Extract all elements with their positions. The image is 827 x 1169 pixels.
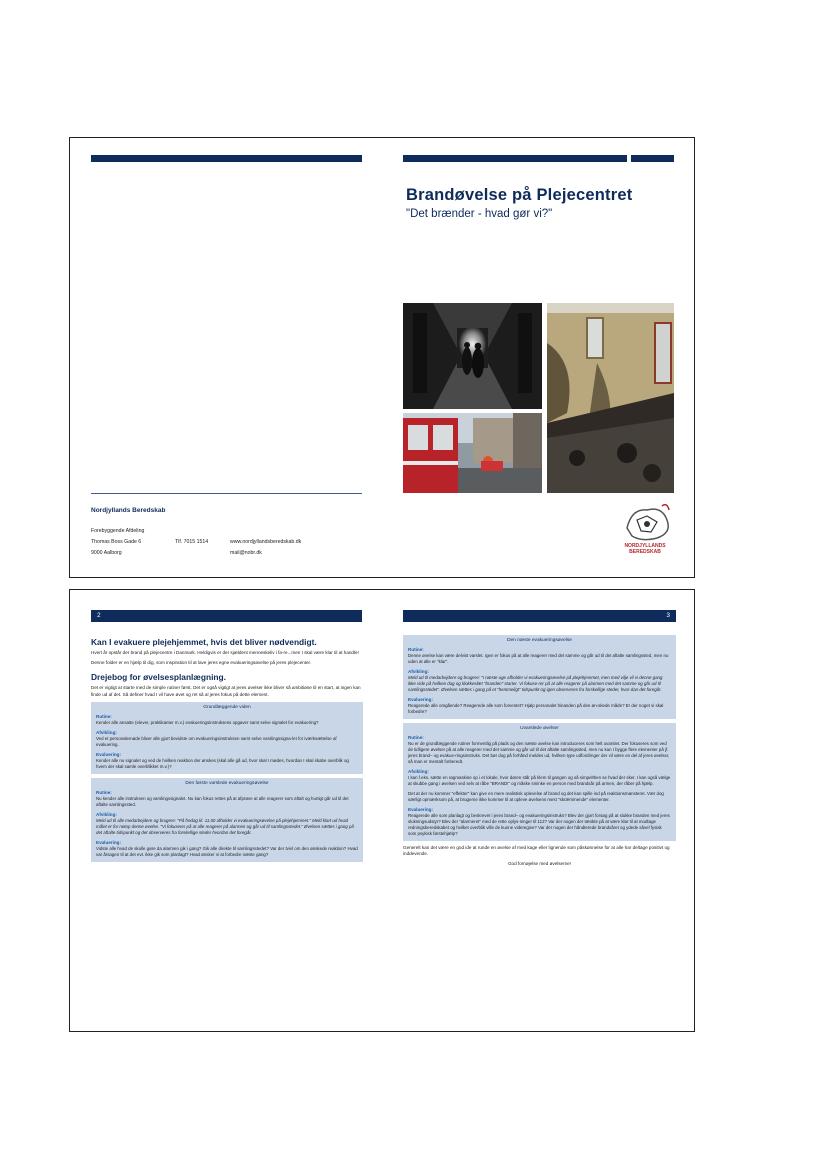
label-rutine: Rutine: — [96, 713, 112, 719]
box-grundlaeggende — [91, 702, 363, 774]
closing-paragraph: Generelt kan det være en god ide at runde en øvelse af med kage eller lignende som påskønnelse for at alle har deltage positivt og inddevende. — [403, 845, 670, 857]
text-evaluering: Reagerede alle som planlagt og beskrevet i jeres brand– og evakueringsinstruks? Blev der gjort forsøg på at slukke branden med jeres slukningsudstyr? Blev der "alarmeret" med de rette oplys-ninger til 112? Var der nogen der tænkte på at være klar til at modtage redningsberedskabet og hvilket overblik ville de kunne videregive? Var der nogen der håndterede brandsåret og ydede såvel fysisk som psykisk førstehjælp? — [408, 813, 670, 836]
contact-website[interactable]: www.nordjyllandsberedskab.dk — [230, 539, 302, 545]
contact-street: Thomas Boss Gade 6 — [91, 539, 142, 545]
signoff: God fornøjelse med øvelserne! — [507, 861, 572, 867]
page-2-header — [91, 610, 362, 622]
text-evaluering: Reagerede alle omgående? Reagerede alle som forventet? Hjalp personalet hinanden på den øn-skede måde? Er der noget vi skal forbedre? — [408, 703, 664, 714]
folder-paragraph: Denne folder er en hjælp til dig, som inspiration til at lave jeres egne evakueringsøvelse på jeres plejecenter. — [91, 660, 312, 666]
label-afvikling: Afvikling: — [96, 811, 117, 817]
box-title: Uvarslede øvelser — [520, 726, 559, 731]
text-evaluering: Vidste alle hvad de skulle gøre da alarmen gik i gang? Gik alle direkte til samlingsstedet? Var der tvivl om den ønskede reaktion? Hvad var årsagen til at det evt. ikke gik som planlagt? Hvad ønsker vi at forbedre næste gang? — [96, 845, 358, 857]
page-2-column — [91, 637, 363, 866]
footer-rule — [91, 493, 362, 494]
text-afvikling: Meld ud til medarbejdere og brugere: "I næste uge afholder vi evakueringsøvelse på plejehjemmet, men med vilje vil vi denne gang ikke vide på hvilken dag og klokkeslæt "branden" starter. Vi fokuse-rer på at alle reagerer på alarmen med det samme og går ud til samlingsstedet". Øvelsen sættes i gang på et "hemmeligt" tidspunkt og igen observeres fra forskellige steder, hvor-dan det foregår. — [408, 675, 663, 692]
right-top-rule — [403, 155, 627, 162]
label-afvikling: Afvikling: — [408, 669, 429, 674]
box-naeste — [403, 635, 676, 719]
text-rutine: Nu kender alle instruksen og varslingssignalet. Nu kan fokus rettes på at afprøve at alle reagerer som aftalt og hurtigt går ud til det aftalte samlingssted. — [96, 795, 349, 807]
logo-text: NORDJYLLANDS BEREDSKAB — [624, 543, 666, 555]
contact-email[interactable]: mail@nobr.dk — [230, 550, 262, 556]
label-afvikling: Afvikling: — [408, 769, 429, 774]
cover-subtitle: "Det brænder - hvad gør vi?" — [406, 208, 553, 220]
label-evaluering: Evaluering: — [96, 751, 122, 757]
text-afvikling: I kan f.eks. sætte en røgmaskine op i et lokale, hvor døren står på klem til gangen og så simpelthen se hvad der sker. I kan også vælge at skubbe gang i øvelsen ved selv at råbe "BRAND!" og måske sminke en person med brandsår på armen, der råber på hjælp. — [408, 775, 671, 786]
org-name: Nordjyllands Beredskab — [91, 507, 166, 514]
text-rutine: Kender alle ansatte (elever, praktikanter m.v.) evakueringsinstruksens opgaver samt selve signalet for evakuering? — [96, 719, 319, 725]
label-rutine: Rutine: — [408, 735, 424, 740]
text-afvikling: Ved et personalemøde bliver alle gjort bevidste om evakueringsinstruksen samt selve varslingssigna-let for iværksættelse af evakuering. — [96, 735, 337, 747]
box-title: Den første varslede evakueringsøvelse — [185, 780, 269, 786]
contact-phone: Tlf. 7015 1514 — [175, 539, 209, 545]
right-top-rule-short — [631, 155, 674, 162]
text-evaluering: Kender alle nu signalet og ved de hvilken reaktion der ønskes (skal alle gå ud, hvor skal I mødes, hvordan I skal skabe overblik og hvem der skal samle overblikket m.v.)? — [96, 757, 349, 769]
text-rutine: Nu er de grundlæggende rutiner formentlig på plads og den næste øvelse kan introduceres som helt uvarslet. Der fokuseres som ved de tidligere øvelser på at alle reagerer med det samme og går ud til det aftalte samlingssted, men nu kan I bygge flere elementer på jf. jeres brand– og evakue-ringsinstruks. Det bør dog på forhånd meldes ud, hvilken type udfordringer der vil være en del af jeres øvelser, så man er mentalt forberedt. — [408, 741, 670, 764]
contact-city: 9000 Aalborg — [91, 550, 122, 556]
label-evaluering: Evaluering: — [408, 807, 434, 812]
box-title: Grundlæggende viden — [203, 704, 251, 710]
hallway-photo — [403, 303, 542, 409]
page-3-column — [403, 635, 676, 872]
label-rutine: Rutine: — [96, 789, 112, 795]
text-afvikling-2: Det at der nu kommer "effekter" kan give en mere realistisk oplevelse af brand og det kan spille ind på reaktionsmønsteret. Vær dog særligt opmærksom på, at brugerne ikke kommer til at opleve øvelsens mest "skræmmende" elementer. — [408, 791, 664, 802]
box-foerste-varslede — [91, 778, 363, 862]
page-number: 2 — [97, 612, 101, 619]
drejebog-paragraph: Det er vigtigt at starte med de simple rutiner først. Det er også vigtigt at jeres øvelser ikke bliver så ambitiøse til en start, at ingen kan finde ud af det. Så definer hvad I vil have øvet og ret så al jeres fokus på dette element. — [91, 685, 361, 697]
box-uvarslede — [403, 723, 676, 841]
label-rutine: Rutine: — [408, 647, 424, 652]
text-rutine: Denne øvelse kan være delvist varslet. Igen er fokus på at alle reagerer med det samme og går ud til det aftalte samlingssted, men nu uden at alle er "klar". — [408, 653, 669, 664]
box-title: Den næste evakueringsøvelse — [507, 638, 572, 643]
fire-truck-photo — [403, 413, 542, 493]
brick-wall-fire-photo — [547, 303, 674, 493]
inner-spread — [69, 589, 695, 1032]
left-top-rule — [91, 155, 362, 162]
heading-drejebog: Drejebog for øvelsesplanlægning. — [91, 672, 226, 683]
page-3-header — [403, 610, 676, 622]
text-afvikling: Meld ud til alle medarbejdere og brugere: "På fredag kl. 11.00 afholder vi evakueringsøvelse på plejehjemmet." Meld klart ud hvad målet er for netop denne øvelse. "Vi fokuserer på at alle reagerer på alarmen og går ud til samlingsstedet." Øvelsen sættes i gang på det aftalte tidspunkt og det observeres fra forskellige steder hvordan det foregår. — [96, 817, 354, 835]
cover-title: Brandøvelse på Plejecentret — [406, 186, 633, 204]
label-evaluering: Evaluering: — [96, 839, 122, 845]
label-evaluering: Evaluering: — [408, 697, 434, 702]
cover-spread — [69, 137, 695, 578]
intro-paragraph: Hvert år opstår der brand på plejecentre i Danmark. Heldigvis er der sjældent menneskeliv i fa-re...men I skal være klar til at handle! — [91, 650, 359, 655]
contact-department: Forebyggende Afdeling — [91, 528, 145, 534]
label-afvikling: Afvikling: — [96, 729, 117, 735]
page-number: 3 — [666, 612, 670, 619]
heading-evakuere: Kan I evakuere plejehjemmet, hvis det bliver nødvendigt. — [91, 637, 317, 647]
